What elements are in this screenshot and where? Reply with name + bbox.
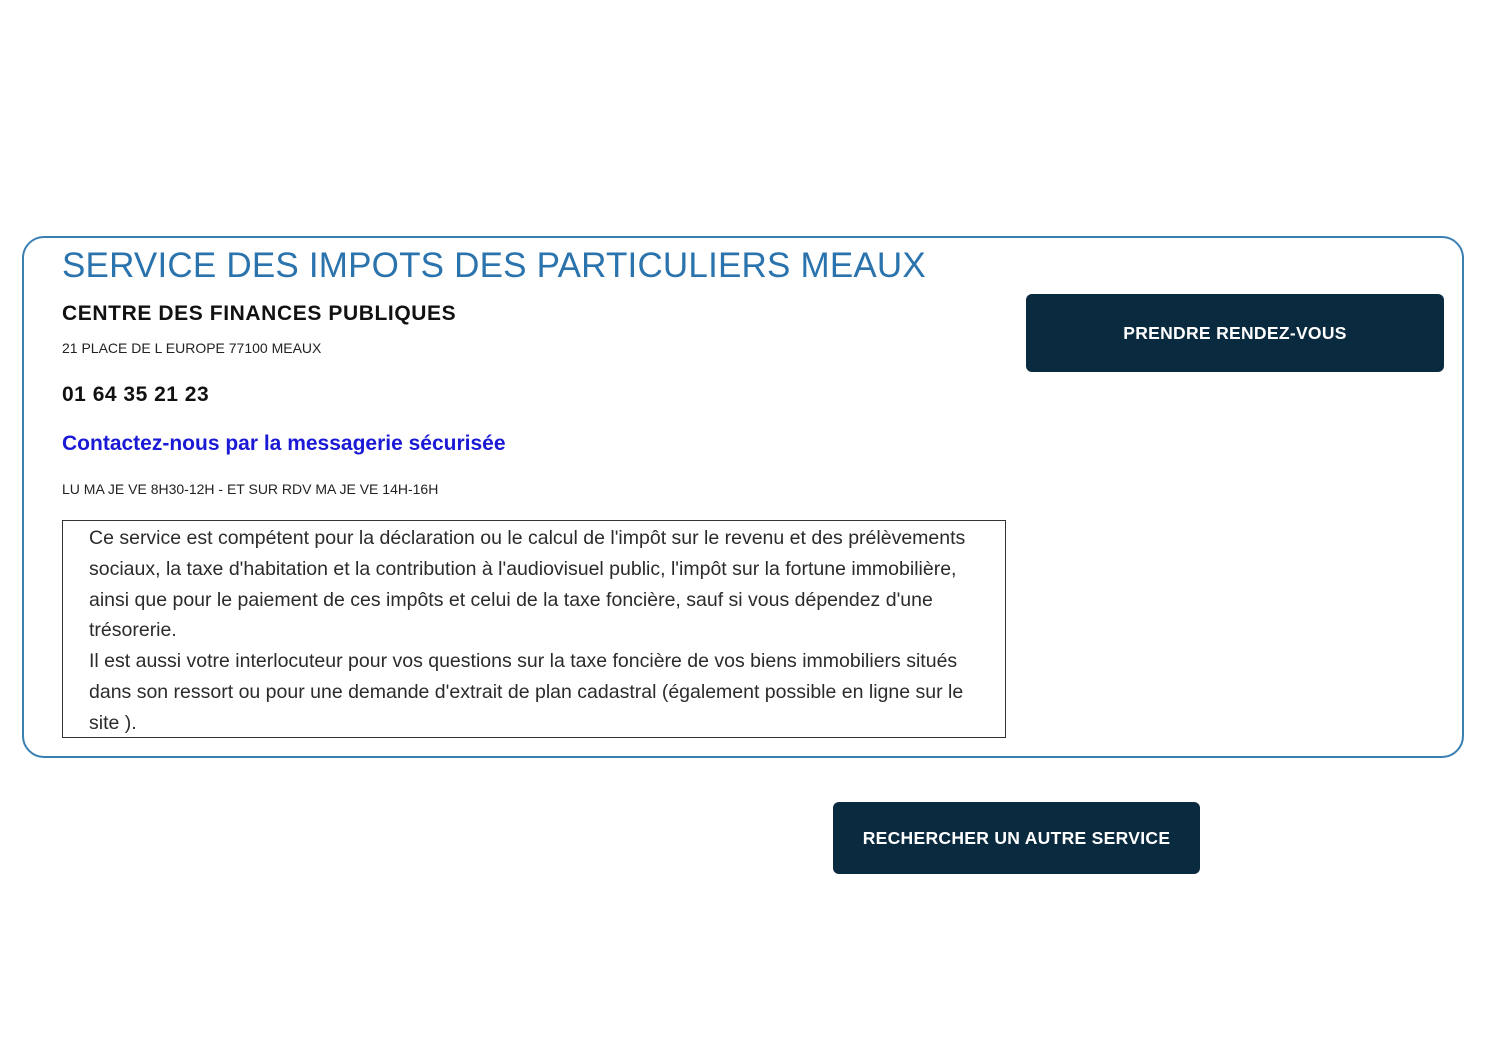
appointment-button[interactable]: PRENDRE RENDEZ-VOUS: [1026, 294, 1444, 372]
secure-messaging-link[interactable]: Contactez-nous par la messagerie sécurisée: [62, 432, 506, 455]
service-description: [62, 520, 1006, 738]
service-card: [22, 236, 1464, 758]
service-phone: 01 64 35 21 23: [62, 383, 210, 406]
search-other-service-button[interactable]: RECHERCHER UN AUTRE SERVICE: [833, 802, 1200, 874]
description-paragraph-1: Ce service est compétent pour la déclaration ou le calcul de l'impôt sur le revenu et des prélèvements sociaux, la taxe d'habitation et la contribution à l'audiovisuel public, l'impôt sur la fortune immobilière, ainsi que pour le paiement de ces impôts et celui de la taxe foncière, sauf si vous dépendez d'une trésorerie.: [89, 527, 966, 642]
service-title: SERVICE DES IMPOTS DES PARTICULIERS MEAUX: [62, 246, 926, 285]
service-address: 21 PLACE DE L EUROPE 77100 MEAUX: [62, 340, 322, 356]
description-paragraph-2: Il est aussi votre interlocuteur pour vos questions sur la taxe foncière de vos biens immobiliers situés dans son ressort ou pour une demande d'extrait de plan cadastral (également possible en ligne sur le site ).: [89, 650, 964, 734]
opening-hours: LU MA JE VE 8H30-12H - ET SUR RDV MA JE VE 14H-16H: [62, 481, 439, 497]
center-name: CENTRE DES FINANCES PUBLIQUES: [62, 302, 457, 325]
